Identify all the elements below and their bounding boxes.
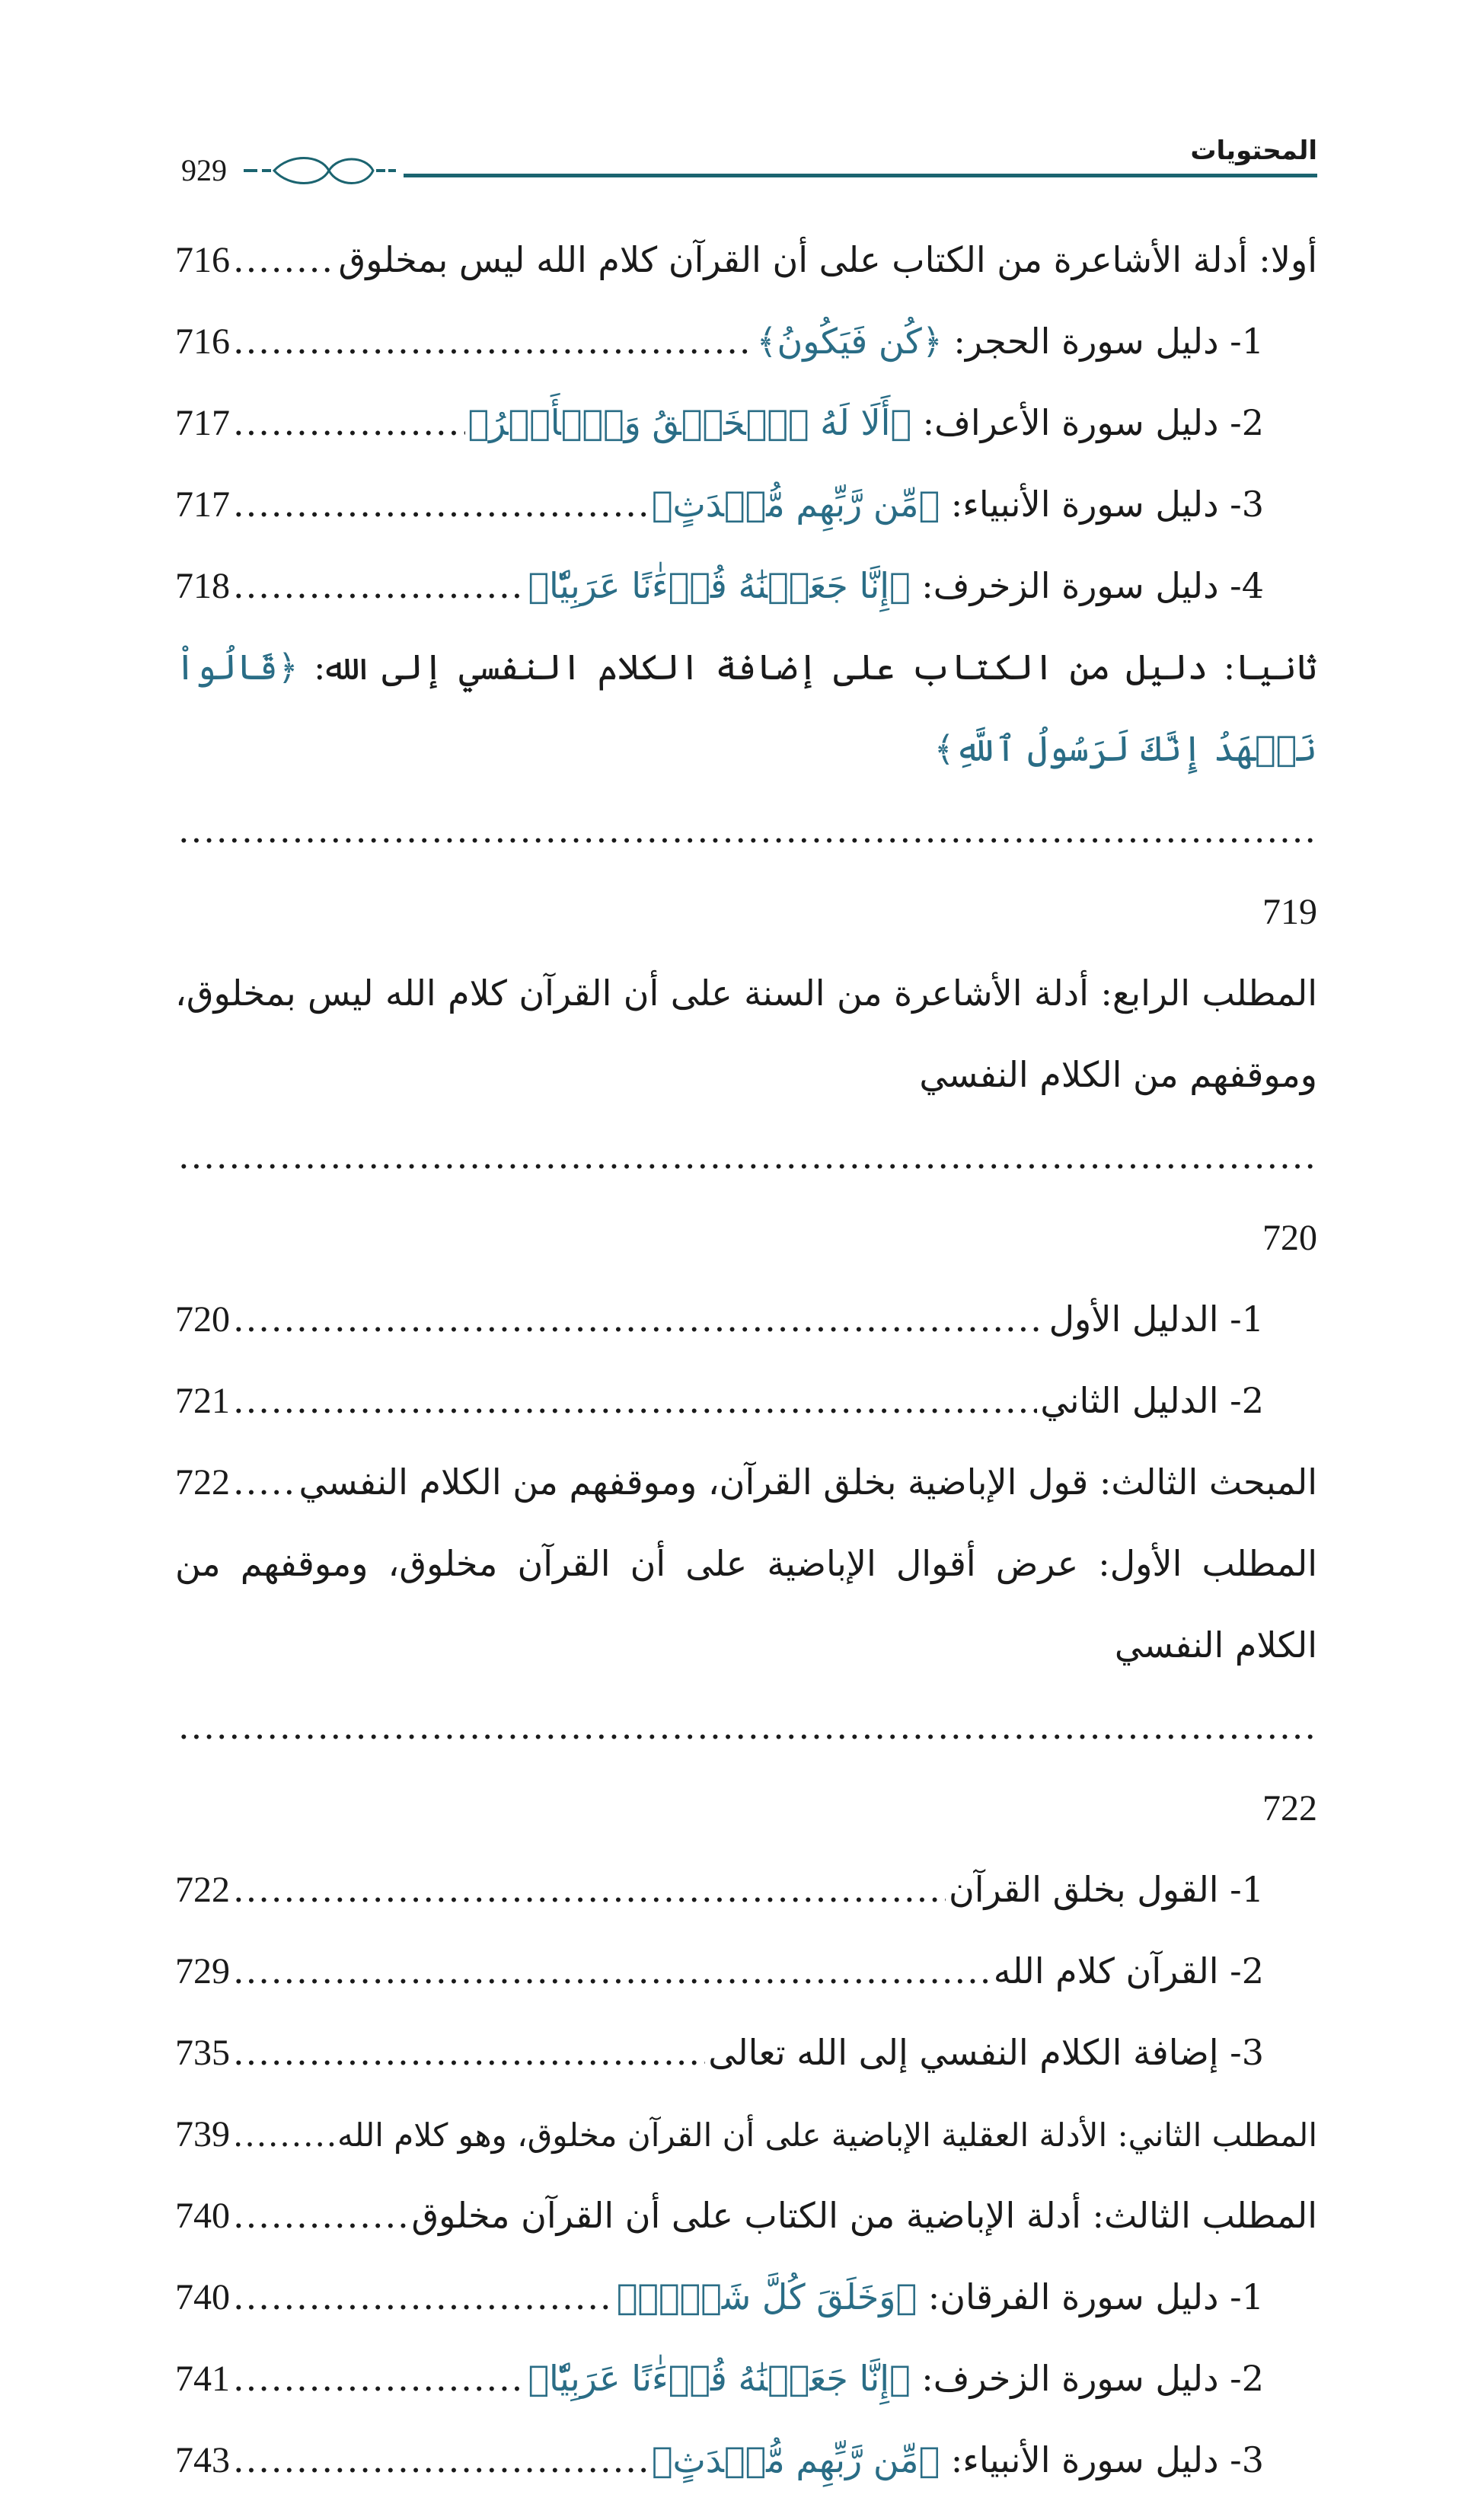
dot-leader — [233, 2338, 525, 2420]
dot-leader — [233, 2257, 614, 2338]
toc-entry[interactable] — [175, 627, 1317, 953]
toc-entry-label: 1- القول بخلق القرآن — [948, 1869, 1264, 1910]
toc-entry-page: 717 — [175, 484, 230, 525]
toc-entry-label: المطلب الرابع: أدلة الأشاعرة من السنة على أن القرآن كلام الله ليس بمخلوق، وموقفهم من الكلام النفسي — [175, 973, 1317, 1095]
toc-entry[interactable] — [175, 2420, 1317, 2501]
toc-entry-label: 3- دليل سورة الأنبياء: — [940, 484, 1264, 525]
dot-leader — [233, 1279, 1046, 1360]
toc-entry[interactable] — [175, 1849, 1317, 1931]
toc-entry[interactable] — [175, 382, 1317, 464]
toc-entry-label: 2- دليل سورة الأعراف: — [911, 402, 1264, 443]
toc-entry-label: أولا: أدلة الأشاعرة من الكتاب على أن القرآن كلام الله ليس بمخلوق — [338, 239, 1317, 280]
toc-entry-label: 2- القرآن كلام الله — [993, 1950, 1264, 1992]
toc-entry-label: المبحث الثالث: قول الإباضية بخلق القرآن، وموقفهم من الكلام النفسي — [298, 1461, 1317, 1503]
toc-entry-page: 722 — [175, 1462, 230, 1503]
quran-verse: ﴿مِّن رَّبِّهِم مُّحۡدَثٍ﴾ — [651, 2439, 940, 2480]
toc-entry[interactable] — [175, 1360, 1317, 1442]
toc-entry-page: 718 — [175, 566, 230, 606]
toc-entry-page: 719 — [1262, 892, 1317, 932]
toc-entry-page: 722 — [1262, 1788, 1317, 1829]
toc-entry-page: 729 — [175, 1951, 230, 1992]
toc-entry-label: 1- دليل سورة الحجر: — [942, 321, 1264, 362]
toc-entry[interactable] — [175, 1279, 1317, 1360]
dot-leader — [233, 464, 649, 545]
quran-verse: ﴿أَلَا لَهُ ٱلۡخَلۡقُ وَٱلۡأَمۡرُ﴾ — [468, 402, 912, 443]
toc-entry[interactable] — [175, 545, 1317, 627]
toc-entry[interactable] — [175, 2175, 1317, 2257]
toc-entry[interactable] — [175, 219, 1317, 301]
toc-entry-label: 2- الدليل الثاني — [1040, 1380, 1264, 1421]
dot-leader — [233, 2094, 334, 2176]
toc-entry-page: 716 — [175, 240, 230, 280]
ornament-divider-icon — [244, 146, 396, 192]
toc-entry-page: 743 — [175, 2440, 230, 2480]
toc-entry[interactable] — [175, 2094, 1317, 2175]
toc-entry[interactable] — [175, 2012, 1317, 2094]
dot-leader — [178, 1686, 1314, 1768]
toc-entry[interactable] — [175, 1931, 1317, 2012]
toc-entry-label: المطلب الأول: عرض أقوال الإباضية على أن القرآن مخلوق، وموقفهم من الكلام النفسي — [175, 1543, 1317, 1666]
dot-leader — [233, 545, 525, 627]
toc-entry-page: 739 — [175, 2114, 230, 2154]
toc-entry[interactable] — [175, 1442, 1317, 1523]
toc-entry-page: 740 — [175, 2277, 230, 2317]
dot-leader — [178, 1116, 1314, 1197]
quran-verse: ﴿قَالُواْ نَشۡهَدُ إِنَّكَ لَرَسُولُ ٱللَّهِ﴾ — [175, 647, 1317, 769]
dot-leader — [233, 1360, 1037, 1442]
quran-verse: ﴿كُن فَيَكُونُ﴾ — [756, 321, 943, 362]
toc-entry[interactable] — [175, 301, 1317, 382]
toc-entry-label: 1- الدليل الأول — [1048, 1298, 1264, 1340]
toc-entry-page: 722 — [175, 1870, 230, 1910]
dot-leader — [233, 2012, 705, 2094]
toc-entry-label: المطلب الثالث: أدلة الإباضية من الكتاب على أن القرآن مخلوق — [411, 2195, 1317, 2236]
dot-leader — [233, 1849, 946, 1931]
toc-entry-page: 717 — [175, 403, 230, 443]
dot-leader — [233, 1442, 296, 1523]
toc-entry-page: 741 — [175, 2359, 230, 2399]
toc-entry-label: 2- دليل سورة الزخرف: — [910, 2358, 1264, 2399]
toc-entry-page: 740 — [175, 2196, 230, 2236]
toc-entry-page: 735 — [175, 2033, 230, 2073]
toc-entry-page: 720 — [175, 1299, 230, 1340]
quran-verse: ﴿إِنَّا جَعَلۡنَٰهُ قُرۡءَٰنًا عَرَبِيّٗا﴾ — [528, 565, 911, 606]
toc-entry-label: 3- إضافة الكلام النفسي إلى الله تعالى — [708, 2032, 1264, 2073]
toc-entry[interactable] — [175, 464, 1317, 545]
toc-entry-page: 720 — [1262, 1218, 1317, 1258]
toc-entry-page: 716 — [175, 321, 230, 362]
section-title: المحتويات — [1190, 136, 1317, 166]
dot-leader — [233, 1931, 991, 2012]
dot-leader — [233, 301, 754, 382]
toc-entry[interactable] — [175, 1523, 1317, 1849]
dot-leader — [233, 219, 336, 301]
quran-verse: ﴿مِّن رَّبِّهِم مُّحۡدَثٍ﴾ — [651, 484, 940, 525]
quran-verse: ﴿إِنَّا جَعَلۡنَٰهُ قُرۡءَٰنًا عَرَبِيّٗا﴾ — [528, 2358, 911, 2399]
dot-leader — [233, 2420, 649, 2501]
dot-leader — [233, 2175, 408, 2257]
dot-leader — [233, 382, 465, 464]
page-header — [175, 137, 1317, 198]
dot-leader — [178, 790, 1314, 871]
toc-entry-label: 1- دليل سورة الفرقان: — [917, 2276, 1264, 2317]
page-number: 929 — [181, 153, 227, 187]
toc-entry-page: 721 — [175, 1381, 230, 1421]
toc-entry-label: 4- دليل سورة الزخرف: — [910, 565, 1264, 606]
toc-entry[interactable] — [175, 2257, 1317, 2338]
quran-verse: ﴿وَخَلَقَ كُلَّ شَيۡءٖ﴾ — [616, 2276, 918, 2317]
toc-entry[interactable] — [175, 2338, 1317, 2420]
header-rule — [404, 174, 1317, 177]
toc-entry-label: 3- دليل سورة الأنبياء: — [940, 2439, 1264, 2480]
toc-entry-label: ثانيا: دليل من الكتاب على إضافة الكلام النفسي إلى الله: — [298, 647, 1317, 688]
toc-entry[interactable] — [175, 953, 1317, 1279]
toc-entry-label: المطلب الثاني: الأدلة العقلية الإباضية على أن القرآن مخلوق، وهو كلام الله — [337, 2116, 1317, 2154]
